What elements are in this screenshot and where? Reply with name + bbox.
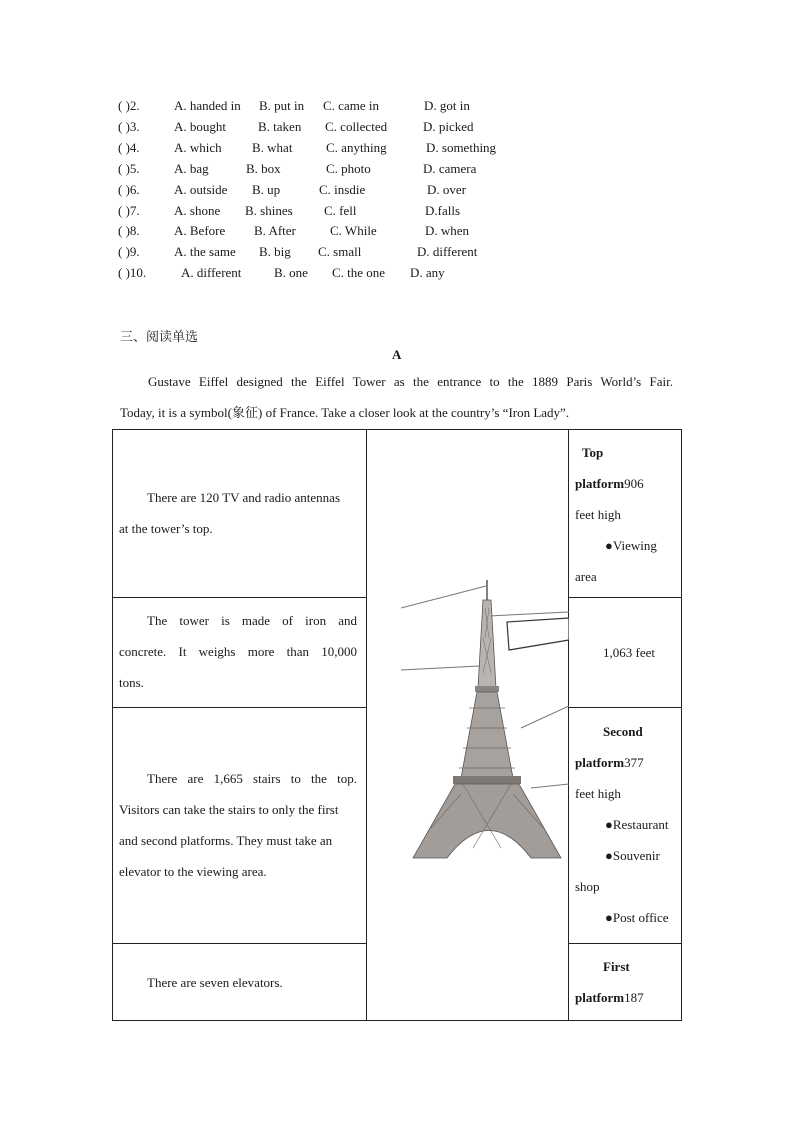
fact-antennas	[119, 482, 357, 544]
intro-line-2: Today, it is a symbol(象征) of France. Take a closer look at the country’s “Iron Lady”.	[120, 405, 570, 420]
fact-text: There are 120 TV and radio antennas	[147, 490, 341, 505]
option-b: B. shines	[245, 202, 293, 218]
label-text: platform	[575, 755, 625, 770]
fact-text: at the tower’s top.	[119, 521, 213, 536]
section-title: 三、阅读单选	[120, 330, 199, 345]
option-b: B. up	[252, 181, 281, 197]
height-value: 906	[624, 476, 644, 491]
intro-line-1: Gustave Eiffel designed the Eiffel Tower as the entrance to the 1889 Paris World’s Fair.	[148, 374, 673, 389]
fact-text: tons.	[119, 675, 144, 690]
fact-stairs	[119, 763, 357, 887]
option-b: B. one	[274, 265, 308, 281]
option-c: C. the one	[332, 265, 386, 281]
question-number[interactable]: ( )8.	[118, 223, 140, 239]
option-a: A. shone	[174, 202, 221, 218]
option-a: A. outside	[174, 181, 228, 197]
option-a: A. the same	[174, 244, 236, 260]
option-c: C. anything	[326, 139, 387, 155]
option-c: C. insdie	[319, 181, 366, 197]
fact-text: concrete. It weighs more than 10,000	[119, 644, 357, 659]
option-d: D. over	[427, 181, 466, 197]
fact-text: elevator to the viewing area.	[119, 864, 267, 879]
option-d: D. got in	[424, 98, 470, 113]
option-c: C. came in	[323, 98, 379, 113]
option-a: A. different	[181, 265, 242, 281]
option-a: A. bag	[174, 160, 209, 176]
fact-text: Visitors can take the stairs to only the first	[119, 802, 339, 817]
option-c: C. While	[330, 223, 377, 239]
info-text: shop	[575, 879, 600, 894]
info-text: ●Post office	[605, 910, 669, 925]
info-text: area	[575, 569, 597, 584]
question-number[interactable]: ( )9.	[118, 244, 140, 260]
info-text: ●Viewing	[605, 538, 657, 553]
info-text: feet high	[575, 786, 621, 801]
question-number[interactable]: ( )2.	[118, 98, 140, 113]
label-text: First	[603, 959, 630, 974]
option-b: B. After	[254, 223, 296, 239]
fact-material	[119, 605, 357, 698]
eiffel-tower-image	[401, 578, 569, 878]
option-a: A. which	[174, 139, 222, 155]
option-d: D. camera	[423, 160, 477, 176]
option-c: C. fell	[324, 202, 357, 218]
second-platform-info	[575, 716, 681, 933]
label-text: Second	[603, 724, 643, 739]
first-platform-info	[575, 951, 681, 1013]
question-number[interactable]: ( )5.	[118, 160, 140, 176]
option-a: A. handed in	[174, 98, 241, 113]
eiffel-facts-table	[112, 429, 682, 1021]
question-number[interactable]: ( )3.	[118, 118, 140, 134]
option-c: C. photo	[326, 160, 371, 176]
label-text: platform	[575, 990, 625, 1005]
question-number[interactable]: ( )10.	[118, 265, 147, 281]
passage-label: A	[392, 347, 402, 362]
option-d: D. something	[426, 139, 497, 155]
option-c: C. collected	[325, 118, 388, 134]
question-number[interactable]: ( )7.	[118, 202, 140, 218]
option-d: D. any	[410, 265, 445, 281]
total-height-info	[575, 637, 681, 668]
option-b: B. taken	[258, 118, 302, 134]
info-text: ●Souvenir	[605, 848, 660, 863]
info-text: 1,063 feet	[603, 645, 655, 660]
label-text: platform	[575, 476, 625, 491]
label-text: Top	[582, 445, 604, 460]
fact-text: There are 1,665 stairs to the top.	[147, 771, 357, 786]
option-d: D.falls	[425, 202, 461, 218]
option-a: A. Before	[174, 223, 226, 239]
option-d: D. different	[417, 244, 478, 260]
question-number[interactable]: ( )6.	[118, 181, 140, 197]
info-text: feet high	[575, 507, 621, 522]
option-c: C. small	[318, 244, 362, 260]
option-b: B. what	[252, 139, 293, 155]
option-a: A. bought	[174, 118, 226, 134]
question-number[interactable]: ( )4.	[118, 139, 140, 155]
option-b: B. big	[259, 244, 291, 260]
option-d: D. when	[425, 223, 470, 239]
fact-text: There are seven elevators.	[147, 975, 283, 990]
option-d: D. picked	[423, 118, 474, 134]
option-b: B. box	[246, 160, 281, 176]
option-b: B. put in	[259, 98, 305, 113]
height-value: 377	[624, 755, 644, 770]
fact-text: The tower is made of iron and	[147, 613, 357, 628]
info-text: ●Restaurant	[605, 817, 669, 832]
height-value: 187	[624, 990, 644, 1005]
fact-elevators	[119, 967, 357, 998]
fact-text: and second platforms. They must take an	[119, 833, 333, 848]
top-platform-info	[575, 437, 681, 592]
